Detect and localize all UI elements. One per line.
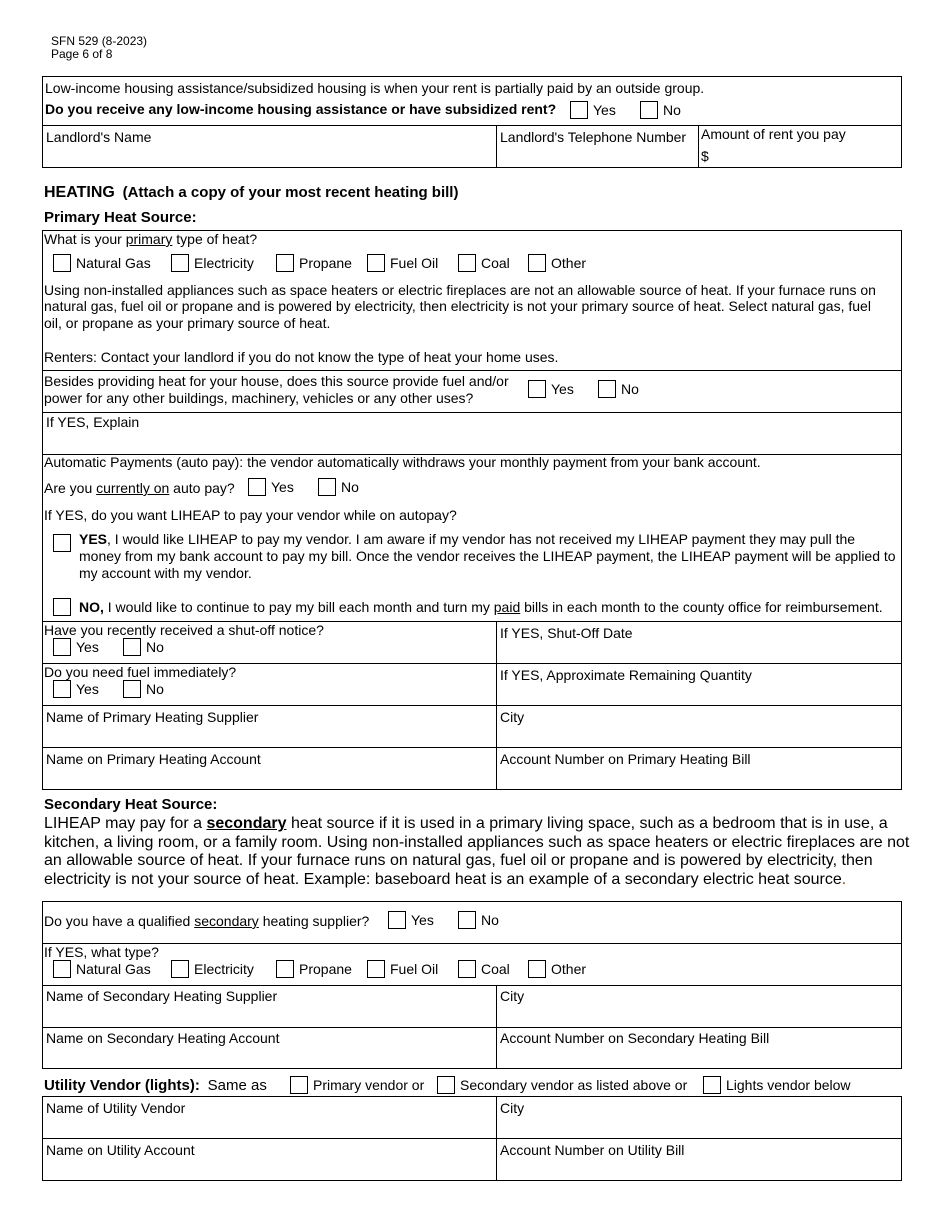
appliance-note-line-2: natural gas, fuel oil or propane and is powered by electricity, then electricity is not your primary source of heat. Select natural gas, fuel — [44, 298, 871, 314]
autopay-no-text: NO, I would like to continue to pay my bill each month and turn my paid bills in each month to the county office for reimbursement. — [79, 599, 883, 615]
utility-lights-option[interactable]: Lights vendor below — [703, 1076, 851, 1094]
primary-city-label: City — [500, 709, 525, 725]
secondary-yes-checkbox[interactable] — [388, 911, 406, 929]
primary-supplier-label: Name of Primary Heating Supplier — [46, 709, 259, 725]
primary-electricity-option[interactable]: Electricity — [171, 254, 254, 272]
secondary-account-number-label: Account Number on Secondary Heating Bill — [500, 1030, 770, 1046]
autopay-intro: Automatic Payments (auto pay): the vendor automatically withdraws your monthly payment from your bank account. — [44, 454, 761, 470]
fuel-quantity-input[interactable] — [500, 685, 895, 703]
besides-yes-checkbox[interactable] — [528, 380, 546, 398]
primary-account-number-input[interactable] — [500, 769, 895, 787]
autopay-yes-text-2: money from my bank account to pay my bill. Once the vendor receives the LIHEAP payment, the LIHEAP payment will be applied to — [79, 548, 896, 564]
secondary-coal-option[interactable]: Coal — [458, 960, 510, 978]
housing-question: Do you receive any low-income housing assistance or have subsidized rent? — [45, 101, 557, 117]
secondary-para-1: LIHEAP may pay for a secondary heat source if it is used in a primary living space, such as a bedroom that is in use, a — [44, 815, 888, 832]
besides-question-line-2: power for any other buildings, machinery, vehicles or any other uses? — [44, 390, 474, 406]
shutoff-yes-checkbox[interactable] — [53, 638, 71, 656]
primary-city-input[interactable] — [500, 727, 895, 745]
form-id: SFN 529 (8-2023) — [51, 34, 148, 48]
secondary-question: Do you have a qualified secondary heating supplier? — [44, 913, 370, 929]
secondary-other-checkbox[interactable] — [528, 960, 546, 978]
landlord-phone-input[interactable] — [500, 147, 693, 165]
housing-intro: Low-income housing assistance/subsidized housing is when your rent is partially paid by an outside group. — [45, 80, 705, 96]
secondary-electricity-option[interactable]: Electricity — [171, 960, 254, 978]
rent-amount-input[interactable] — [712, 147, 897, 165]
secondary-electricity-checkbox[interactable] — [171, 960, 189, 978]
utility-account-name-input[interactable] — [46, 1160, 491, 1178]
secondary-coal-checkbox[interactable] — [458, 960, 476, 978]
appliance-note-line-1: Using non-installed appliances such as space heaters or electric fireplaces are not an allowable source of heat. If your furnace runs on — [44, 282, 876, 298]
primary-natural-gas-option[interactable]: Natural Gas — [53, 254, 151, 272]
utility-city-label: City — [500, 1100, 525, 1116]
utility-account-number-label: Account Number on Utility Bill — [500, 1142, 685, 1158]
secondary-natural-gas-checkbox[interactable] — [53, 960, 71, 978]
landlord-phone-label: Landlord's Telephone Number — [500, 129, 687, 145]
primary-account-number-label: Account Number on Primary Heating Bill — [500, 751, 751, 767]
secondary-supplier-input[interactable] — [46, 1006, 491, 1024]
utility-lights-checkbox[interactable] — [703, 1076, 721, 1094]
secondary-no-checkbox[interactable] — [458, 911, 476, 929]
autopay-liheap-no-checkbox[interactable] — [53, 598, 71, 616]
autopay-yes-text-1: YES, I would like LIHEAP to pay my vendor. I am aware if my vendor has not received my LIHEAP payment they may pull the — [79, 531, 856, 547]
utility-primary-checkbox[interactable] — [290, 1076, 308, 1094]
secondary-account-name-label: Name on Secondary Heating Account — [46, 1030, 280, 1046]
fuel-no-option[interactable]: No — [123, 680, 164, 698]
explain-label: If YES, Explain — [46, 414, 140, 430]
secondary-fuel-oil-checkbox[interactable] — [367, 960, 385, 978]
primary-other-option[interactable]: Other — [528, 254, 586, 272]
natural-gas-checkbox[interactable] — [53, 254, 71, 272]
secondary-supplier-label: Name of Secondary Heating Supplier — [46, 988, 278, 1004]
autopay-question: Are you currently on auto pay? — [44, 480, 235, 496]
utility-primary-option[interactable]: Primary vendor or — [290, 1076, 424, 1094]
shutoff-question: Have you recently received a shut-off notice? — [44, 622, 324, 638]
shutoff-yes-option[interactable]: Yes — [53, 638, 99, 656]
rent-amount-label: Amount of rent you pay — [701, 126, 846, 142]
utility-secondary-option[interactable]: Secondary vendor as listed above or — [437, 1076, 687, 1094]
autopay-yes-checkbox[interactable] — [248, 478, 266, 496]
secondary-yes-option[interactable]: Yes — [388, 911, 434, 929]
electricity-checkbox[interactable] — [171, 254, 189, 272]
secondary-propane-option[interactable]: Propane — [276, 960, 352, 978]
autopay-yes-option[interactable]: Yes — [248, 478, 294, 496]
besides-no-option[interactable]: No — [598, 380, 639, 398]
autopay-yes-text-3: my account with my vendor. — [79, 565, 252, 581]
autopay-followup: If YES, do you want LIHEAP to pay your vendor while on autopay? — [44, 507, 457, 523]
utility-city-input[interactable] — [500, 1118, 895, 1136]
fuel-yes-checkbox[interactable] — [53, 680, 71, 698]
primary-coal-option[interactable]: Coal — [458, 254, 510, 272]
besides-no-checkbox[interactable] — [598, 380, 616, 398]
primary-supplier-input[interactable] — [46, 727, 491, 745]
primary-fuel-oil-option[interactable]: Fuel Oil — [367, 254, 438, 272]
housing-no-option[interactable]: No — [640, 101, 681, 119]
utility-secondary-checkbox[interactable] — [437, 1076, 455, 1094]
shutoff-date-input[interactable] — [500, 643, 895, 661]
propane-checkbox[interactable] — [276, 254, 294, 272]
shutoff-no-option[interactable]: No — [123, 638, 164, 656]
secondary-account-number-input[interactable] — [500, 1048, 895, 1066]
primary-type-question: What is your primary type of heat? — [44, 231, 258, 247]
fuel-no-checkbox[interactable] — [123, 680, 141, 698]
utility-title: Utility Vendor (lights): Same as — [44, 1077, 267, 1094]
housing-no-checkbox[interactable] — [640, 101, 658, 119]
secondary-city-input[interactable] — [500, 1006, 895, 1024]
shutoff-no-checkbox[interactable] — [123, 638, 141, 656]
autopay-no-checkbox[interactable] — [318, 478, 336, 496]
other-checkbox[interactable] — [528, 254, 546, 272]
fuel-question: Do you need fuel immediately? — [44, 664, 237, 680]
housing-yes-checkbox[interactable] — [570, 101, 588, 119]
secondary-natural-gas-option[interactable]: Natural Gas — [53, 960, 151, 978]
fuel-quantity-label: If YES, Approximate Remaining Quantity — [500, 667, 752, 683]
shutoff-date-label: If YES, Shut-Off Date — [500, 625, 633, 641]
primary-account-name-input[interactable] — [46, 769, 491, 787]
primary-account-name-label: Name on Primary Heating Account — [46, 751, 261, 767]
secondary-city-label: City — [500, 988, 525, 1004]
secondary-type-question: If YES, what type? — [44, 944, 159, 960]
autopay-no-option[interactable]: No — [318, 478, 359, 496]
secondary-other-option[interactable]: Other — [528, 960, 586, 978]
renters-note: Renters: Contact your landlord if you do not know the type of heat your home uses. — [44, 349, 559, 365]
fuel-yes-option[interactable]: Yes — [53, 680, 99, 698]
landlord-name-label: Landlord's Name — [46, 129, 152, 145]
besides-question-line-1: Besides providing heat for your house, does this source provide fuel and/or — [44, 373, 509, 389]
secondary-para-4: electricity is not your source of heat. Example: baseboard heat is an example of a secondary electric heat source. — [44, 870, 847, 888]
heating-title: HEATING (Attach a copy of your most recent heating bill) — [44, 184, 459, 201]
primary-heat-title: Primary Heat Source: — [44, 209, 197, 226]
autopay-liheap-yes-checkbox[interactable] — [53, 534, 71, 552]
explain-input[interactable] — [46, 432, 896, 450]
dollar-sign: $ — [701, 148, 709, 164]
secondary-para-3: an allowable source of heat. If your furnace runs on natural gas, fuel oil or propane and is powered by electricity, then — [44, 852, 873, 869]
form-header — [51, 35, 147, 61]
housing-yes-option[interactable]: Yes — [570, 101, 616, 119]
utility-account-name-label: Name on Utility Account — [46, 1142, 195, 1158]
utility-vendor-input[interactable] — [46, 1118, 491, 1136]
secondary-propane-checkbox[interactable] — [276, 960, 294, 978]
utility-account-number-input[interactable] — [500, 1160, 895, 1178]
coal-checkbox[interactable] — [458, 254, 476, 272]
secondary-para-2: kitchen, a living room, or a family room. Using non-installed appliances such as space heaters or electric fireplaces are not — [44, 833, 910, 851]
besides-yes-option[interactable]: Yes — [528, 380, 574, 398]
utility-vendor-label: Name of Utility Vendor — [46, 1100, 186, 1116]
secondary-heat-title: Secondary Heat Source: — [44, 796, 218, 813]
appliance-note-line-3: oil, or propane as your primary source of heat. — [44, 315, 331, 331]
secondary-no-option[interactable]: No — [458, 911, 499, 929]
fuel-oil-checkbox[interactable] — [367, 254, 385, 272]
landlord-name-input[interactable] — [46, 147, 491, 165]
page-number: Page 6 of 8 — [51, 47, 113, 61]
secondary-fuel-oil-option[interactable]: Fuel Oil — [367, 960, 438, 978]
primary-propane-option[interactable]: Propane — [276, 254, 352, 272]
secondary-account-name-input[interactable] — [46, 1048, 491, 1066]
